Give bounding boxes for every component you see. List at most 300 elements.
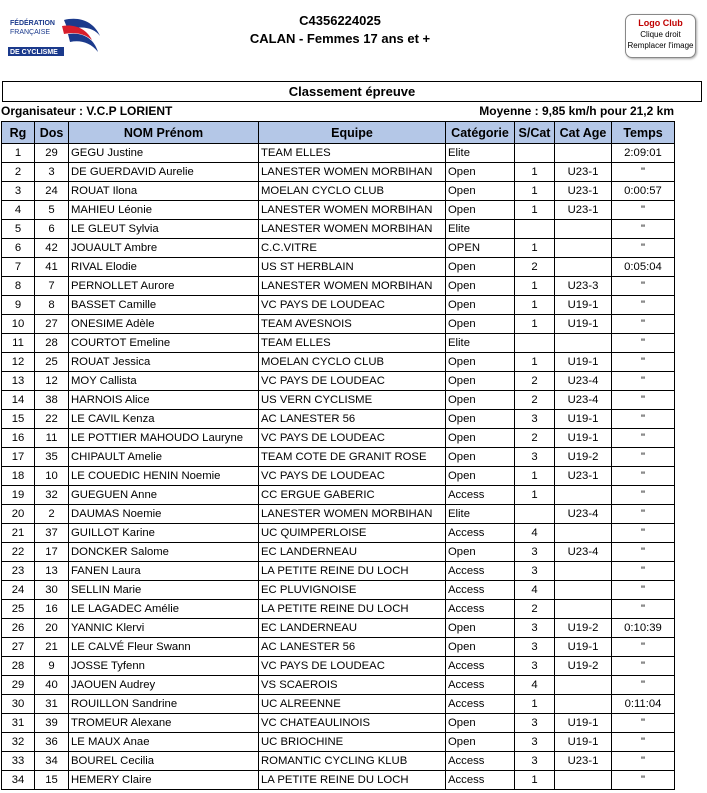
cell-time: " <box>612 638 675 657</box>
cell-age-category: U23-1 <box>555 467 612 486</box>
cell-subcategory: 1 <box>515 201 555 220</box>
cell-name: MOY Callista <box>69 372 259 391</box>
cell-bib: 24 <box>35 182 69 201</box>
table-row <box>2 562 675 581</box>
cell-team: LANESTER WOMEN MORBIHAN <box>259 277 446 296</box>
cell-rank: 13 <box>2 372 35 391</box>
cell-time: " <box>612 733 675 752</box>
cell-subcategory: 4 <box>515 581 555 600</box>
cell-team: MOELAN CYCLO CLUB <box>259 182 446 201</box>
cell-category: Open <box>446 467 515 486</box>
cell-rank: 24 <box>2 581 35 600</box>
cell-rank: 12 <box>2 353 35 372</box>
cell-bib: 39 <box>35 714 69 733</box>
cell-age-category: U23-4 <box>555 505 612 524</box>
cell-name: LE MAUX Anae <box>69 733 259 752</box>
table-row <box>2 752 675 771</box>
cell-bib: 20 <box>35 619 69 638</box>
cell-rank: 7 <box>2 258 35 277</box>
cell-team: UC ALREENNE <box>259 695 446 714</box>
cell-bib: 28 <box>35 334 69 353</box>
cell-subcategory <box>515 220 555 239</box>
cell-subcategory: 3 <box>515 752 555 771</box>
cell-category: OPEN <box>446 239 515 258</box>
table-row <box>2 486 675 505</box>
cell-time: " <box>612 505 675 524</box>
cell-subcategory: 1 <box>515 467 555 486</box>
cell-category: Access <box>446 524 515 543</box>
cell-time: 0:05:04 <box>612 258 675 277</box>
cell-team: LA PETITE REINE DU LOCH <box>259 562 446 581</box>
cell-time: " <box>612 676 675 695</box>
cell-category: Access <box>446 581 515 600</box>
cell-category: Open <box>446 638 515 657</box>
cell-category: Elite <box>446 334 515 353</box>
cell-category: Access <box>446 752 515 771</box>
cell-bib: 2 <box>35 505 69 524</box>
table-row <box>2 771 675 790</box>
cell-age-category <box>555 676 612 695</box>
cell-age-category: U19-1 <box>555 315 612 334</box>
cell-subcategory: 4 <box>515 524 555 543</box>
cell-time: " <box>612 334 675 353</box>
table-row <box>2 429 675 448</box>
cell-time: " <box>612 277 675 296</box>
cell-rank: 11 <box>2 334 35 353</box>
cell-subcategory: 2 <box>515 258 555 277</box>
table-row <box>2 201 675 220</box>
section-title: Classement épreuve <box>2 81 702 102</box>
table-row <box>2 296 675 315</box>
cell-bib: 22 <box>35 410 69 429</box>
cell-name: LE LAGADEC Amélie <box>69 600 259 619</box>
cell-subcategory: 3 <box>515 619 555 638</box>
cell-name: CHIPAULT Amelie <box>69 448 259 467</box>
cell-rank: 8 <box>2 277 35 296</box>
cell-team: VC PAYS DE LOUDEAC <box>259 296 446 315</box>
cell-age-category <box>555 220 612 239</box>
cell-name: DE GUERDAVID Aurelie <box>69 163 259 182</box>
cell-team: VS SCAEROIS <box>259 676 446 695</box>
cell-age-category: U19-2 <box>555 657 612 676</box>
cell-team: TEAM COTE DE GRANIT ROSE <box>259 448 446 467</box>
cell-rank: 10 <box>2 315 35 334</box>
cell-team: EC LANDERNEAU <box>259 543 446 562</box>
cell-subcategory: 3 <box>515 562 555 581</box>
cell-category: Access <box>446 676 515 695</box>
cell-rank: 30 <box>2 695 35 714</box>
cell-subcategory <box>515 505 555 524</box>
cell-name: ROUAT Jessica <box>69 353 259 372</box>
cell-subcategory <box>515 334 555 353</box>
cell-name: PERNOLLET Aurore <box>69 277 259 296</box>
table-row <box>2 391 675 410</box>
cell-bib: 6 <box>35 220 69 239</box>
cell-time: " <box>612 562 675 581</box>
table-row <box>2 676 675 695</box>
cell-age-category <box>555 144 612 163</box>
cell-name: GUEGUEN Anne <box>69 486 259 505</box>
cell-team: VC CHATEAULINOIS <box>259 714 446 733</box>
cell-team: UC QUIMPERLOISE <box>259 524 446 543</box>
cell-name: ROUAT Ilona <box>69 182 259 201</box>
cell-age-category: U19-1 <box>555 714 612 733</box>
club-logo-placeholder[interactable] <box>625 14 696 58</box>
cell-team: UC BRIOCHINE <box>259 733 446 752</box>
cell-category: Open <box>446 353 515 372</box>
table-row <box>2 144 675 163</box>
col-age-category[interactable]: Cat Age <box>555 122 612 144</box>
table-row <box>2 372 675 391</box>
cell-bib: 35 <box>35 448 69 467</box>
cell-age-category: U23-4 <box>555 543 612 562</box>
cell-team: LA PETITE REINE DU LOCH <box>259 771 446 790</box>
col-time[interactable]: Temps <box>612 122 675 144</box>
cell-team: EC LANDERNEAU <box>259 619 446 638</box>
table-row <box>2 505 675 524</box>
cell-rank: 22 <box>2 543 35 562</box>
cell-name: ONESIME Adèle <box>69 315 259 334</box>
cell-category: Open <box>446 277 515 296</box>
cell-rank: 6 <box>2 239 35 258</box>
cell-category: Access <box>446 562 515 581</box>
cell-time: " <box>612 315 675 334</box>
cell-name: LE COUEDIC HENIN Noemie <box>69 467 259 486</box>
cell-category: Access <box>446 486 515 505</box>
cell-team: VC PAYS DE LOUDEAC <box>259 429 446 448</box>
cell-bib: 11 <box>35 429 69 448</box>
organiser: Organisateur : V.C.P LORIENT <box>1 104 173 118</box>
cell-category: Open <box>446 315 515 334</box>
cell-name: JOSSE Tyfenn <box>69 657 259 676</box>
table-row <box>2 163 675 182</box>
cell-rank: 29 <box>2 676 35 695</box>
cell-subcategory: 1 <box>515 695 555 714</box>
cell-category: Open <box>446 429 515 448</box>
cell-name: FANEN Laura <box>69 562 259 581</box>
cell-subcategory: 1 <box>515 182 555 201</box>
cell-subcategory: 1 <box>515 486 555 505</box>
cell-category: Access <box>446 657 515 676</box>
cell-bib: 15 <box>35 771 69 790</box>
cell-subcategory: 2 <box>515 391 555 410</box>
cell-bib: 34 <box>35 752 69 771</box>
cell-age-category <box>555 562 612 581</box>
cell-team: C.C.VITRE <box>259 239 446 258</box>
table-row <box>2 619 675 638</box>
cell-subcategory: 1 <box>515 315 555 334</box>
cell-name: YANNIC Klervi <box>69 619 259 638</box>
cell-category: Open <box>446 182 515 201</box>
cell-team: TEAM ELLES <box>259 334 446 353</box>
cell-subcategory: 3 <box>515 410 555 429</box>
cell-team: CC ERGUE GABERIC <box>259 486 446 505</box>
race-code: C4356224025 <box>299 13 381 28</box>
cell-category: Open <box>446 258 515 277</box>
cell-rank: 27 <box>2 638 35 657</box>
cell-age-category <box>555 581 612 600</box>
col-rank[interactable]: Rg <box>2 122 35 144</box>
cell-team: US VERN CYCLISME <box>259 391 446 410</box>
table-row <box>2 695 675 714</box>
cell-team: EC PLUVIGNOISE <box>259 581 446 600</box>
cell-age-category: U23-1 <box>555 201 612 220</box>
cell-bib: 38 <box>35 391 69 410</box>
cell-time: " <box>612 372 675 391</box>
cell-team: LA PETITE REINE DU LOCH <box>259 600 446 619</box>
cell-time: " <box>612 657 675 676</box>
cell-time: 0:10:39 <box>612 619 675 638</box>
cell-time: " <box>612 581 675 600</box>
cell-time: " <box>612 391 675 410</box>
cell-time: " <box>612 429 675 448</box>
cell-bib: 13 <box>35 562 69 581</box>
cell-name: SELLIN Marie <box>69 581 259 600</box>
cell-age-category <box>555 600 612 619</box>
cell-age-category <box>555 771 612 790</box>
table-row <box>2 182 675 201</box>
cell-rank: 4 <box>2 201 35 220</box>
table-row <box>2 600 675 619</box>
cell-name: LE CALVÉ Fleur Swann <box>69 638 259 657</box>
cell-name: BASSET Camille <box>69 296 259 315</box>
cell-rank: 17 <box>2 448 35 467</box>
table-row <box>2 448 675 467</box>
cell-age-category: U19-2 <box>555 619 612 638</box>
cell-bib: 29 <box>35 144 69 163</box>
cell-age-category: U19-1 <box>555 733 612 752</box>
cell-category: Open <box>446 714 515 733</box>
cell-rank: 14 <box>2 391 35 410</box>
cell-bib: 27 <box>35 315 69 334</box>
table-row <box>2 581 675 600</box>
table-row <box>2 258 675 277</box>
cell-time: " <box>612 220 675 239</box>
cell-category: Access <box>446 600 515 619</box>
cell-name: HARNOIS Alice <box>69 391 259 410</box>
cell-time: 0:00:57 <box>612 182 675 201</box>
cell-category: Open <box>446 448 515 467</box>
cell-subcategory: 3 <box>515 448 555 467</box>
cell-category: Open <box>446 372 515 391</box>
cell-category: Open <box>446 543 515 562</box>
cell-name: ROUILLON Sandrine <box>69 695 259 714</box>
col-name[interactable]: NOM Prénom <box>69 122 259 144</box>
cell-name: TROMEUR Alexane <box>69 714 259 733</box>
cell-age-category <box>555 239 612 258</box>
table-row <box>2 353 675 372</box>
cell-time: " <box>612 353 675 372</box>
average-speed: Moyenne : 9,85 km/h pour 21,2 km <box>479 104 674 118</box>
cell-time: " <box>612 543 675 562</box>
cell-category: Elite <box>446 144 515 163</box>
cell-rank: 3 <box>2 182 35 201</box>
cell-time: " <box>612 410 675 429</box>
cell-team: TEAM AVESNOIS <box>259 315 446 334</box>
cell-subcategory: 1 <box>515 239 555 258</box>
table-row <box>2 410 675 429</box>
cell-time: 2:09:01 <box>612 144 675 163</box>
cell-time: " <box>612 296 675 315</box>
cell-bib: 36 <box>35 733 69 752</box>
cell-time: " <box>612 771 675 790</box>
cell-team: LANESTER WOMEN MORBIHAN <box>259 201 446 220</box>
cell-subcategory: 2 <box>515 600 555 619</box>
cell-subcategory: 3 <box>515 657 555 676</box>
cell-name: RIVAL Elodie <box>69 258 259 277</box>
col-subcategory[interactable]: S/Cat <box>515 122 555 144</box>
cell-bib: 8 <box>35 296 69 315</box>
cell-time: " <box>612 467 675 486</box>
cell-team: LANESTER WOMEN MORBIHAN <box>259 163 446 182</box>
cell-category: Access <box>446 695 515 714</box>
cell-age-category: U23-1 <box>555 182 612 201</box>
cell-age-category: U19-1 <box>555 410 612 429</box>
cell-category: Open <box>446 201 515 220</box>
logo-text-line2: FRANÇAISE <box>10 29 51 36</box>
cell-bib: 12 <box>35 372 69 391</box>
cell-team: TEAM ELLES <box>259 144 446 163</box>
cell-bib: 40 <box>35 676 69 695</box>
cell-name: JOUAULT Ambre <box>69 239 259 258</box>
cell-time: " <box>612 600 675 619</box>
cell-name: BOUREL Cecilia <box>69 752 259 771</box>
cell-category: Elite <box>446 505 515 524</box>
cell-category: Open <box>446 391 515 410</box>
cell-bib: 7 <box>35 277 69 296</box>
cell-category: Open <box>446 619 515 638</box>
club-logo-title: Logo Club <box>638 18 683 28</box>
cell-subcategory: 3 <box>515 714 555 733</box>
cell-bib: 10 <box>35 467 69 486</box>
cell-rank: 18 <box>2 467 35 486</box>
cell-team: AC LANESTER 56 <box>259 638 446 657</box>
cell-age-category: U23-4 <box>555 372 612 391</box>
cell-subcategory: 3 <box>515 638 555 657</box>
cell-bib: 3 <box>35 163 69 182</box>
cell-age-category <box>555 334 612 353</box>
cell-category: Open <box>446 296 515 315</box>
cell-team: US ST HERBLAIN <box>259 258 446 277</box>
cell-name: LE POTTIER MAHOUDO Lauryne <box>69 429 259 448</box>
cell-name: LE CAVIL Kenza <box>69 410 259 429</box>
cell-name: MAHIEU Léonie <box>69 201 259 220</box>
cell-rank: 9 <box>2 296 35 315</box>
table-header-row <box>2 122 675 144</box>
cell-age-category <box>555 258 612 277</box>
cell-category: Open <box>446 410 515 429</box>
cell-bib: 41 <box>35 258 69 277</box>
cell-name: JAOUEN Audrey <box>69 676 259 695</box>
cell-age-category <box>555 695 612 714</box>
cell-rank: 21 <box>2 524 35 543</box>
logo-text-line1: FÉDÉRATION <box>10 20 55 27</box>
cell-age-category: U23-1 <box>555 752 612 771</box>
federation-logo <box>2 14 102 60</box>
cell-team: MOELAN CYCLO CLUB <box>259 353 446 372</box>
table-row <box>2 733 675 752</box>
cell-category: Elite <box>446 220 515 239</box>
table-row <box>2 467 675 486</box>
cell-rank: 32 <box>2 733 35 752</box>
cell-rank: 25 <box>2 600 35 619</box>
cell-bib: 9 <box>35 657 69 676</box>
cell-age-category: U19-1 <box>555 638 612 657</box>
cell-subcategory: 2 <box>515 372 555 391</box>
cell-team: ROMANTIC CYCLING KLUB <box>259 752 446 771</box>
table-row <box>2 657 675 676</box>
cell-bib: 32 <box>35 486 69 505</box>
col-team[interactable]: Equipe <box>259 122 446 144</box>
cell-name: DAUMAS Noemie <box>69 505 259 524</box>
cell-team: AC LANESTER 56 <box>259 410 446 429</box>
cell-age-category: U19-2 <box>555 448 612 467</box>
cell-name: HEMERY Claire <box>69 771 259 790</box>
cell-time: " <box>612 163 675 182</box>
col-category[interactable]: Catégorie <box>446 122 515 144</box>
logo-text-line3: DE CYCLISME <box>10 49 58 56</box>
cell-category: Access <box>446 771 515 790</box>
cell-subcategory: 1 <box>515 771 555 790</box>
cell-age-category: U23-3 <box>555 277 612 296</box>
cell-rank: 31 <box>2 714 35 733</box>
cell-subcategory: 1 <box>515 277 555 296</box>
cell-age-category <box>555 486 612 505</box>
table-row <box>2 543 675 562</box>
cell-name: DONCKER Salome <box>69 543 259 562</box>
cell-age-category: U19-1 <box>555 296 612 315</box>
cell-time: " <box>612 752 675 771</box>
cell-bib: 5 <box>35 201 69 220</box>
table-row <box>2 239 675 258</box>
cell-time: " <box>612 524 675 543</box>
cell-rank: 1 <box>2 144 35 163</box>
cell-rank: 28 <box>2 657 35 676</box>
table-row <box>2 714 675 733</box>
cell-time: " <box>612 201 675 220</box>
cell-name: COURTOT Emeline <box>69 334 259 353</box>
cell-rank: 33 <box>2 752 35 771</box>
cell-rank: 19 <box>2 486 35 505</box>
col-bib[interactable]: Dos <box>35 122 69 144</box>
cell-bib: 30 <box>35 581 69 600</box>
cell-rank: 2 <box>2 163 35 182</box>
cell-rank: 5 <box>2 220 35 239</box>
cell-subcategory: 4 <box>515 676 555 695</box>
cell-time: " <box>612 239 675 258</box>
cell-age-category: U23-4 <box>555 391 612 410</box>
cell-team: VC PAYS DE LOUDEAC <box>259 467 446 486</box>
cell-name: LE GLEUT Sylvia <box>69 220 259 239</box>
cell-age-category: U19-1 <box>555 353 612 372</box>
cell-bib: 21 <box>35 638 69 657</box>
cell-subcategory <box>515 144 555 163</box>
cell-rank: 20 <box>2 505 35 524</box>
cell-subcategory: 3 <box>515 733 555 752</box>
cell-team: VC PAYS DE LOUDEAC <box>259 372 446 391</box>
cell-category: Open <box>446 163 515 182</box>
cell-bib: 17 <box>35 543 69 562</box>
cell-rank: 23 <box>2 562 35 581</box>
table-row <box>2 524 675 543</box>
cell-bib: 37 <box>35 524 69 543</box>
club-logo-line2: Remplacer l'image <box>627 41 694 50</box>
table-row <box>2 220 675 239</box>
cell-bib: 31 <box>35 695 69 714</box>
cell-bib: 16 <box>35 600 69 619</box>
cell-team: LANESTER WOMEN MORBIHAN <box>259 505 446 524</box>
cell-age-category: U19-1 <box>555 429 612 448</box>
